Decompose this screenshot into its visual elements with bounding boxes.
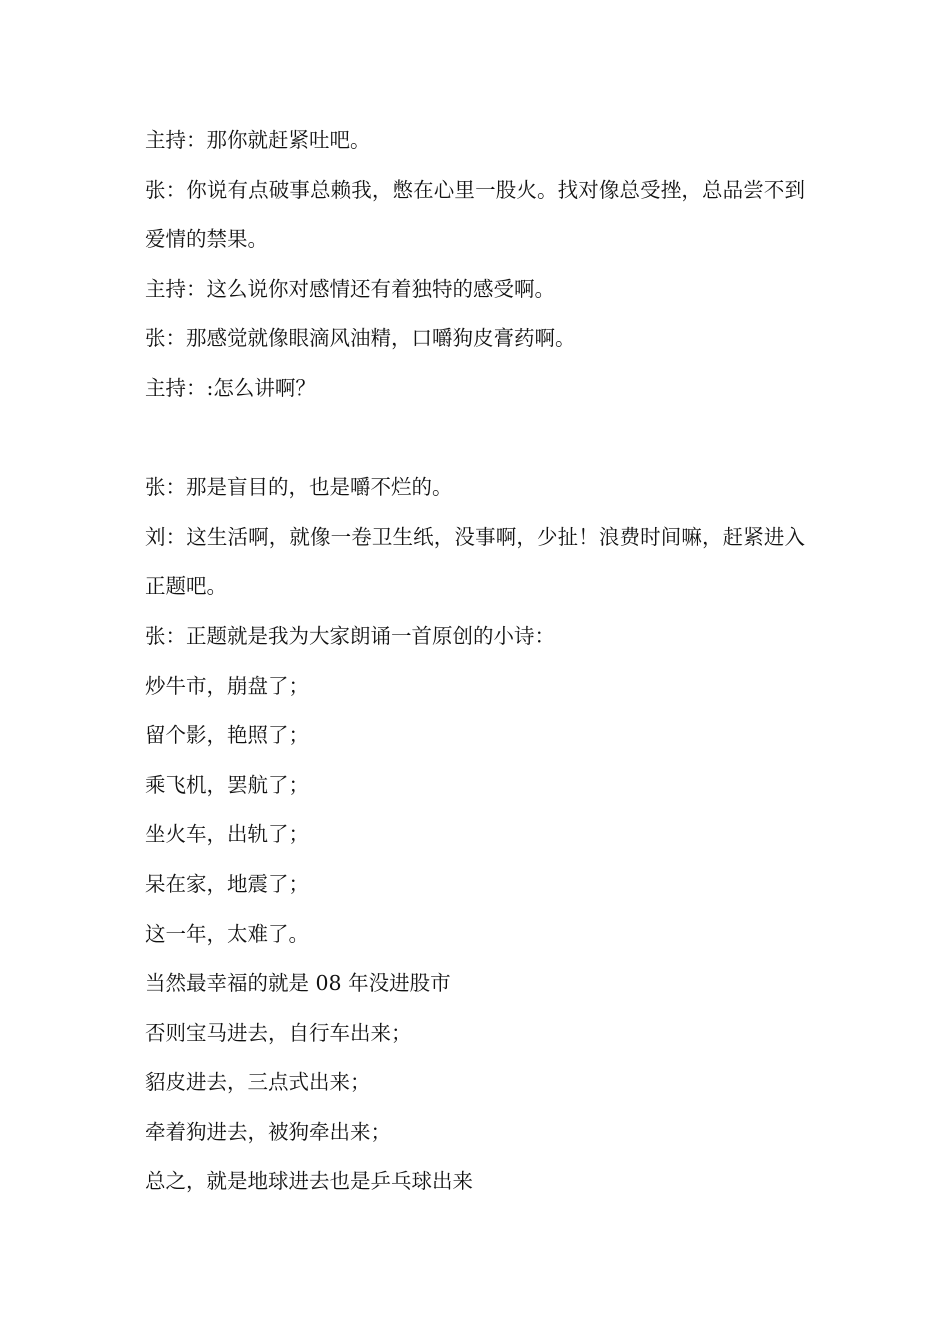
poem-line: 牵着狗进去，被狗牵出来； (145, 1119, 391, 1144)
dialogue-line: 主持：那你就赶紧吐吧。 (145, 128, 371, 152)
poem-line: 炒牛市，崩盘了； (145, 673, 309, 698)
poem-line: 总之，就是地球进去也是乒乓球出来 (145, 1169, 473, 1194)
dialogue-line: 张：那感觉就像眼滴风油精，口嚼狗皮膏药啊。 (145, 326, 576, 351)
poem-line: 否则宝马进去，自行车出来； (145, 1020, 412, 1045)
poem-line: 呆在家，地震了； (145, 871, 309, 896)
dialogue-line: 张：你说有点破事总赖我，憋在心里一股火。找对像总受挫，总品尝不到爱情的禁果。 (145, 177, 805, 252)
dialogue-line: 张：那是盲目的，也是嚼不烂的。 (145, 475, 453, 500)
dialogue-line: 张：正题就是我为大家朗诵一首原创的小诗： (145, 623, 555, 648)
blank-line (145, 414, 805, 464)
poem-line: 当然最幸福的就是 08 年没进股市 (145, 971, 451, 996)
poem-line: 坐火车，出轨了； (145, 822, 309, 847)
dialogue-line: 刘：这生活啊，就像一卷卫生纸，没事啊，少扯！浪费时间嘛，赶紧进入正题吧。 (145, 524, 805, 599)
dialogue-line: 主持：这么说你对感情还有着独特的感受啊。 (145, 276, 555, 301)
poem-line: 貂皮进去，三点式出来； (145, 1070, 371, 1095)
poem-line: 这一年，太难了。 (145, 921, 309, 946)
poem-line: 乘飞机，罢航了； (145, 772, 309, 797)
dialogue-line: 主持：:怎么讲啊？ (145, 375, 316, 400)
poem-line: 留个影，艳照了； (145, 723, 309, 748)
document-body (145, 116, 805, 1207)
